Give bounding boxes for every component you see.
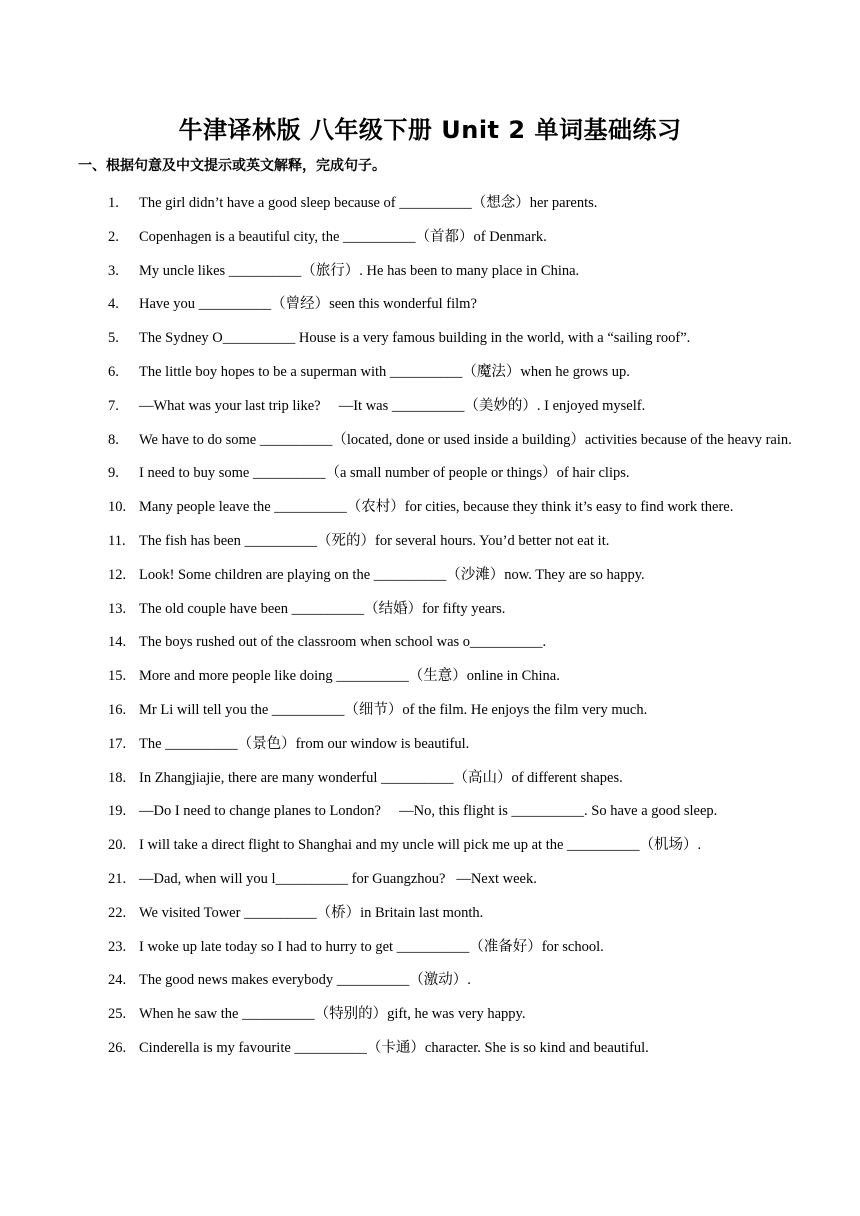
question-number: 10. (108, 499, 127, 516)
question-number: 14. (108, 634, 127, 651)
question-text: The boys rushed out of the classroom when school was o__________. (139, 634, 547, 651)
question-number: 24. (108, 972, 127, 989)
question-text: Many people leave the __________（农村）for cities, because they think it’s easy to find work there. (139, 499, 734, 516)
question-text: —What was your last trip like? —It was __________（美妙的）. I enjoyed myself. (139, 397, 646, 414)
question-text: We visited Tower __________（桥）in Britain last month. (139, 904, 484, 921)
question-item-23 (108, 931, 798, 965)
question-text: The fish has been __________（死的）for several hours. You’d better not eat it. (139, 532, 610, 549)
question-number: 25. (108, 1006, 127, 1023)
question-number: 1. (108, 195, 119, 211)
question-number: 3. (108, 262, 119, 279)
question-text: The __________（景色）from our window is beautiful. (139, 735, 470, 752)
question-number: 12. (108, 566, 127, 583)
question-item-19 (108, 795, 798, 829)
question-text: Mr Li will tell you the __________（细节）of the film. He enjoys the film very much. (139, 701, 648, 718)
question-text: Look! Some children are playing on the __________（沙滩）now. They are so happy. (139, 566, 645, 583)
question-number: 16. (108, 701, 127, 718)
question-text: In Zhangjiajie, there are many wonderful __________（高山）of different shapes. (139, 769, 623, 786)
question-text: We have to do some __________（located, done or used inside a building）activities because of the heavy rain. (139, 431, 792, 448)
question-item-13 (108, 593, 798, 627)
question-number: 22. (108, 904, 127, 921)
question-text: Cinderella is my favourite __________（卡通）character. She is so kind and beautiful. (139, 1039, 649, 1056)
question-item-26 (108, 1032, 798, 1066)
question-number: 18. (108, 769, 127, 786)
question-number: 13. (108, 600, 127, 617)
question-item-16 (108, 694, 798, 728)
question-item-8 (108, 424, 798, 458)
question-number: 26. (108, 1039, 127, 1056)
question-text: —Do I need to change planes to London? —No, this flight is __________. So have a good sleep. (139, 803, 718, 820)
question-item-18 (108, 762, 798, 796)
page-title: 牛津译林版 八年级下册 Unit 2 单词基础练习 (178, 116, 682, 144)
question-number: 11. (108, 532, 126, 549)
question-text: I woke up late today so I had to hurry to get __________（准备好）for school. (139, 938, 604, 955)
question-text: My uncle likes __________（旅行）. He has been to many place in China. (139, 262, 580, 279)
question-text: The old couple have been __________（结婚）for fifty years. (139, 600, 506, 617)
question-item-5 (108, 322, 798, 356)
question-item-25 (108, 998, 798, 1032)
question-text: Copenhagen is a beautiful city, the __________（首都）of Denmark. (139, 228, 547, 245)
question-number: 2. (108, 228, 119, 245)
question-text: The good news makes everybody __________（激动）. (139, 972, 471, 989)
question-item-20 (108, 829, 798, 863)
question-text: More and more people like doing __________（生意）online in China. (139, 668, 560, 685)
question-number: 6. (108, 363, 119, 380)
question-number: 21. (108, 870, 127, 887)
question-item-1 (108, 187, 798, 221)
question-text: The little boy hopes to be a superman with __________（魔法）when he grows up. (139, 363, 630, 380)
question-number: 8. (108, 431, 119, 448)
question-item-6 (108, 356, 798, 390)
question-item-24 (108, 964, 798, 998)
question-text: —Dad, when will you l__________ for Guangzhou? —Next week. (139, 870, 537, 887)
question-number: 19. (108, 803, 127, 820)
question-number: 9. (108, 465, 119, 482)
question-number: 20. (108, 837, 127, 854)
question-item-4 (108, 288, 798, 322)
question-item-15 (108, 660, 798, 694)
question-number: 4. (108, 296, 119, 313)
section-heading: 一、根据句意及中文提示或英文解释，完成句子。 (78, 158, 386, 174)
question-item-21 (108, 863, 798, 897)
question-text: I will take a direct flight to Shanghai and my uncle will pick me up at the __________（机场）. (139, 837, 702, 854)
question-number: 5. (108, 330, 119, 347)
question-number: 23. (108, 938, 127, 955)
question-text: The girl didn’t have a good sleep because of __________（想念）her parents. (139, 195, 598, 211)
question-text: The Sydney O__________ House is a very famous building in the world, with a “sailing roof”. (139, 330, 691, 347)
question-item-12 (108, 559, 798, 593)
question-item-9 (108, 457, 798, 491)
question-item-10 (108, 491, 798, 525)
question-item-3 (108, 255, 798, 289)
question-text: I need to buy some __________（a small number of people or things）of hair clips. (139, 465, 630, 482)
question-item-22 (108, 897, 798, 931)
question-item-17 (108, 728, 798, 762)
question-item-14 (108, 626, 798, 660)
question-item-2 (108, 221, 798, 255)
question-number: 17. (108, 735, 127, 752)
question-text: Have you __________（曾经）seen this wonderful film? (139, 296, 477, 313)
question-item-7 (108, 390, 798, 424)
question-text: When he saw the __________（特别的）gift, he was very happy. (139, 1006, 526, 1023)
question-number: 7. (108, 397, 119, 414)
question-number: 15. (108, 668, 127, 685)
question-list (108, 187, 798, 1066)
question-item-11 (108, 525, 798, 559)
